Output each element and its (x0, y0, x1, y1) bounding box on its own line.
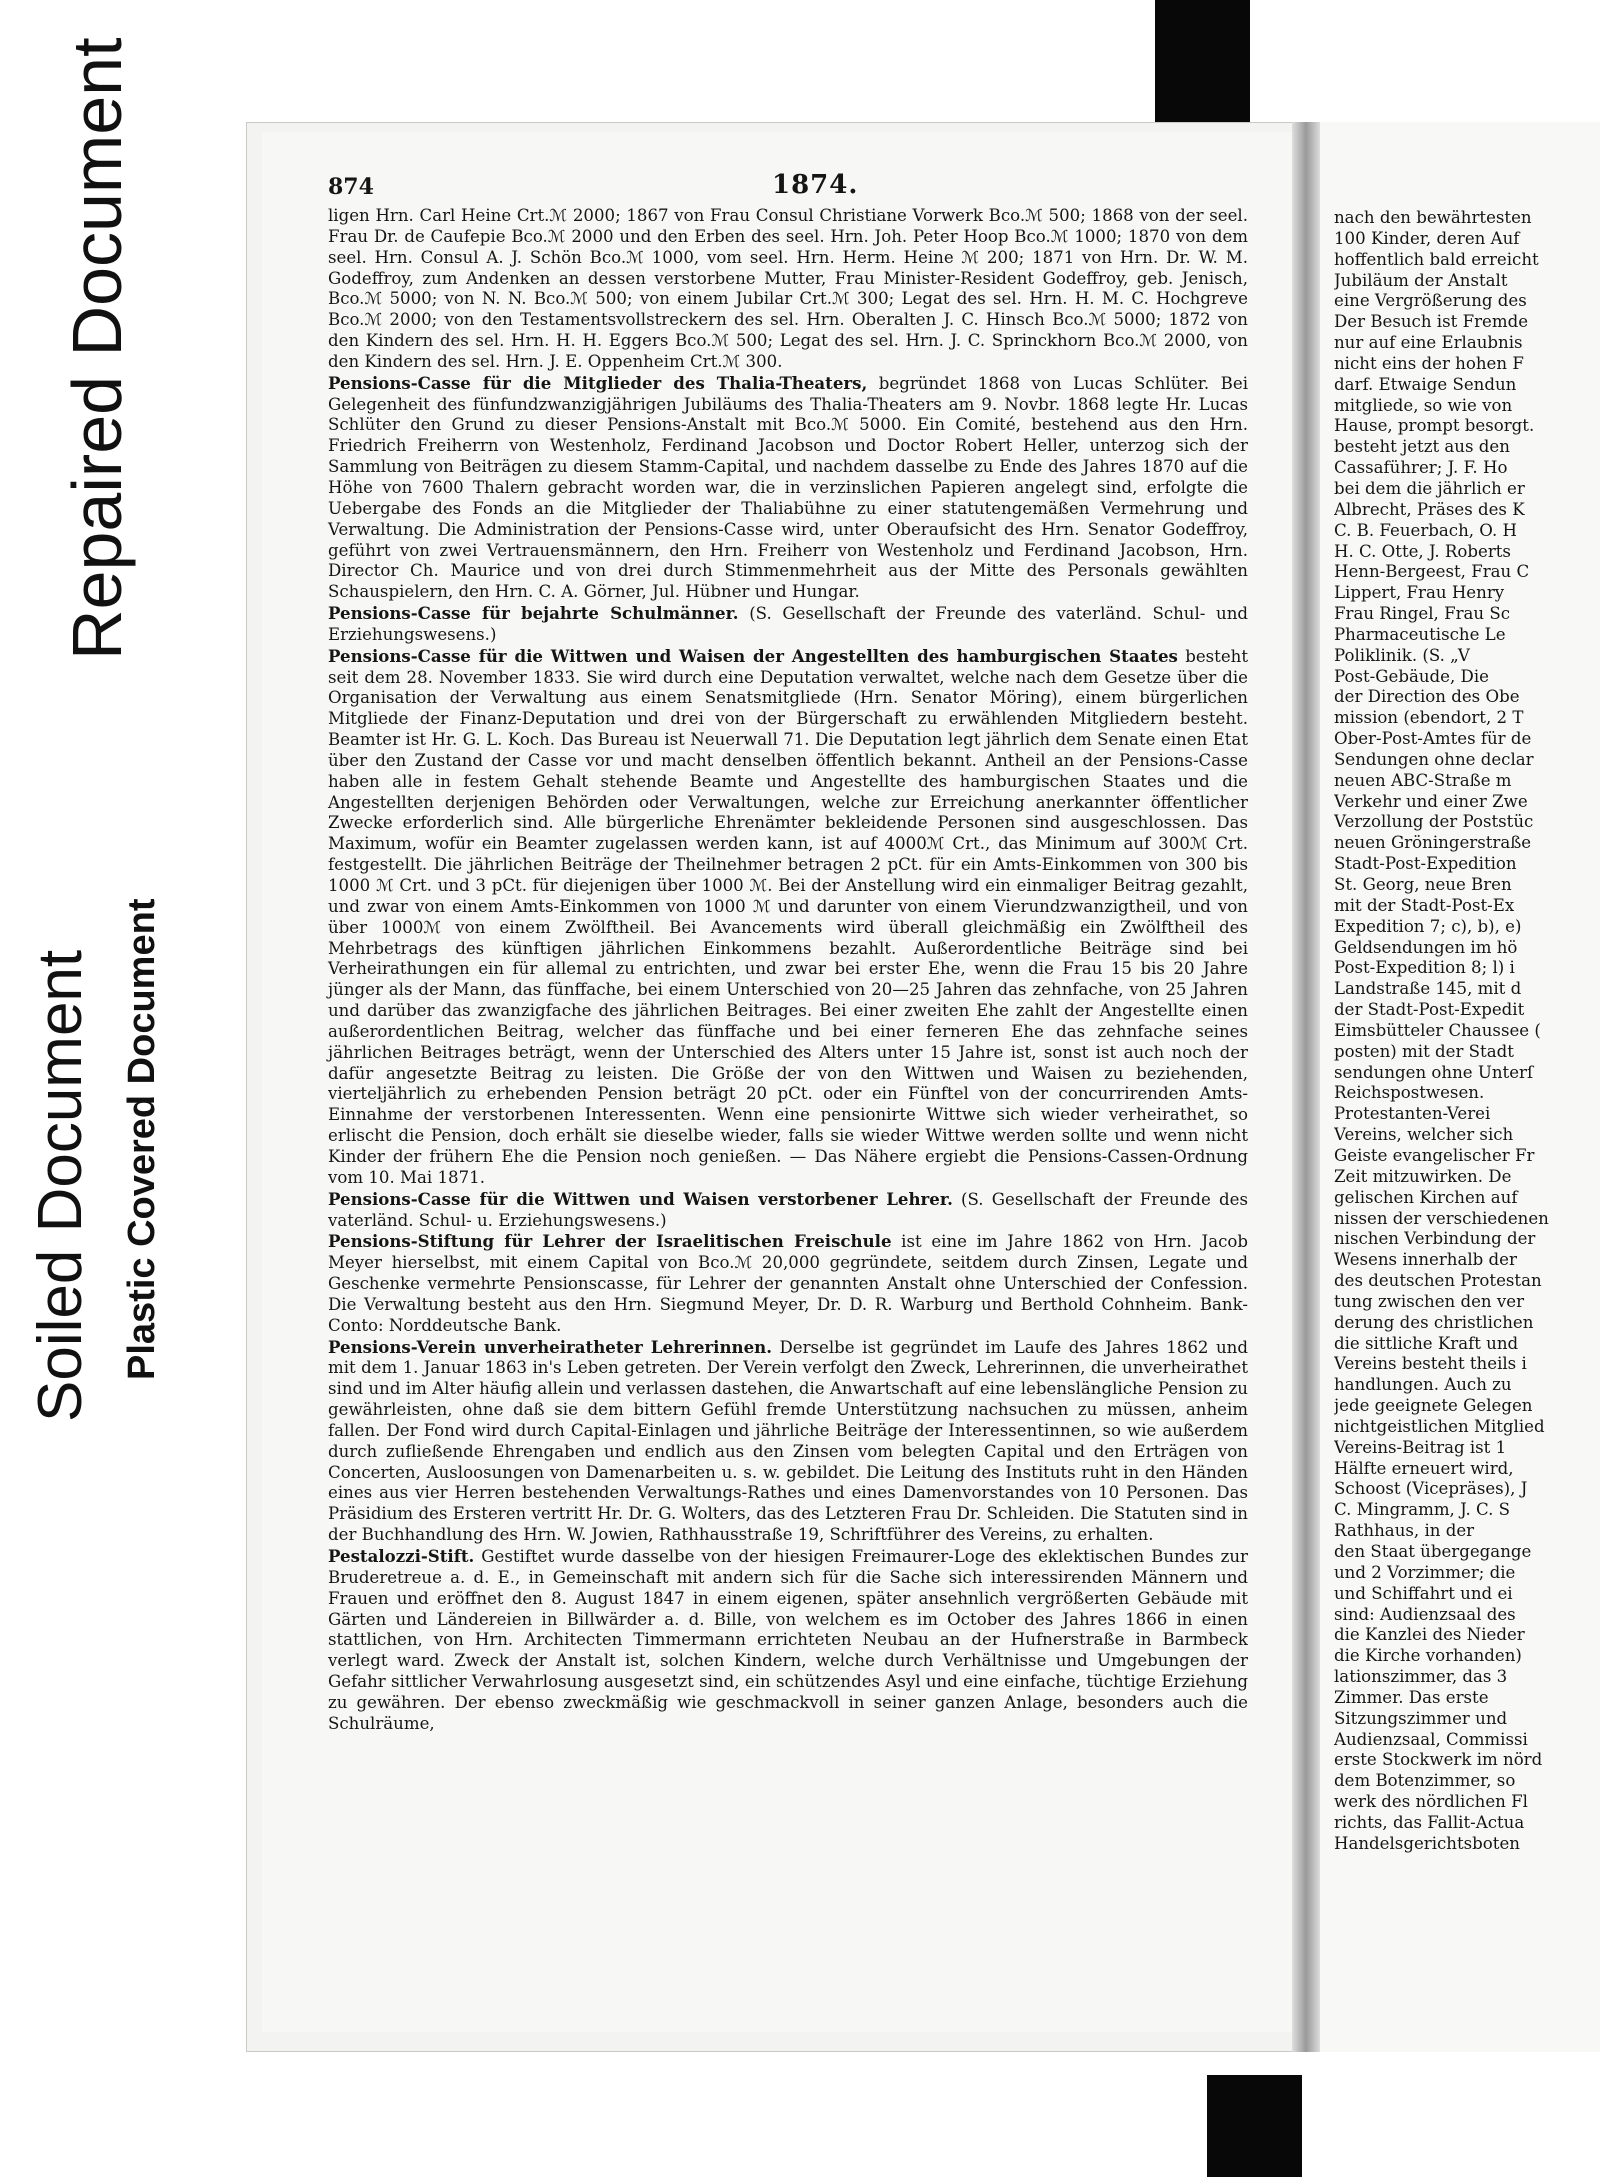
entry-body: ist eine im Jahre 1862 von Hrn. Jacob Meyer hierselbst, mit einem Capital von Bco.ℳ 20,000 gegründete, seitdem durch Zinsen, Legate und Geschenke vermehrte Pensionscasse, für Lehrer der genannten Anstalt ohne Unterschied der Confession. Die Verwaltung besteht aus den Hrn. Siegmund Meyer, Dr. D. R. Warburg und Berthold Cohnheim. Bank-Conto: Norddeutsche Bank. (328, 1232, 1249, 1335)
right-page-line: darf. Etwaige Sendun (1334, 374, 1517, 394)
right-page-line: Handelsgerichtsboten (1334, 1833, 1520, 1853)
right-page-line: richts, das Fallit-Actua (1334, 1812, 1525, 1832)
plastic-covered-label: Plastic Covered Document (121, 898, 163, 1380)
entry-heading: Pensions-Verein unverheiratheter Lehrerinnen. (328, 1336, 772, 1357)
entry-paragraph (328, 1231, 1248, 1336)
right-page-line: nur auf eine Erlaubnis (1334, 333, 1523, 353)
right-page-line: Geiste evangelischer Fr (1334, 1145, 1535, 1165)
right-page-line: des deutschen Protestan (1334, 1271, 1542, 1291)
right-page-line: Protestanten-Verei (1334, 1104, 1491, 1124)
right-page-line: der Stadt-Post-Expedit (1334, 1000, 1525, 1020)
right-page-line: 100 Kinder, deren Auf (1334, 228, 1520, 248)
right-page-line: Reichspostwesen. (1334, 1083, 1485, 1103)
page-header-year: 1874. (772, 170, 859, 200)
right-page-line: besteht jetzt aus den (1334, 437, 1510, 457)
right-page-line: Vereins, welcher sich (1334, 1125, 1514, 1145)
right-page-line: die Kirche vorhanden) (1334, 1646, 1522, 1666)
entry-body: begründet 1868 von Lucas Schlüter. Bei Gelegenheit des fünfundzwanzigjährigen Jubiläums des Thalia-Theaters am 9. Novbr. 1868 legte Hr. Lucas Schlüter den Grund zu dieser Pensions-Anstalt mit Bco.ℳ 5000. Ein Comité, bestehend aus den Hrn. Friedrich Freiherrn von Westenholz, Ferdinand Jacobson und Doctor Robert Heller, unterzog sich der Sammlung von Beiträgen zu diesem Stamm-Capital, und nachdem dasselbe zu Ende des Jahres 1870 auf die Höhe von 7600 Thalern gebracht worden war, die in verzinslichen Papieren angelegt sind, erfolgte die Uebergabe des Fonds an die Mitglieder der Thaliabühne zu einer statutengemäßen Vermehrung und Verwaltung. Die Administration der Pensions-Casse wird, unter Oberaufsicht des Hrn. Senator Godeffroy, geführt von zwei Vertrauensmännern, den Hrn. Freiherr von Westenholz und Ferdinand Jacobson, Hrn. Director Ch. Maurice und von drei durch Stimmenmehrheit aus der Mitte des Personals gewählten Schauspielern, den Hrn. C. A. Görner, Jul. Hübner und Hungar. (328, 373, 1249, 602)
bottom-black-tab (1207, 2075, 1302, 2177)
right-page-line: die sittliche Kraft und (1334, 1333, 1519, 1353)
right-page-line: nissen der verschiedenen (1334, 1208, 1549, 1228)
right-page-line: derung des christlichen (1334, 1312, 1534, 1332)
right-page-line: nach den bewährtesten (1334, 208, 1532, 227)
entry-paragraph (328, 206, 1248, 373)
entry-body: (S. Gesellschaft der Freunde des vaterländ. Schul- u. Erziehungswesens.) (328, 1189, 1248, 1230)
right-page-text (1334, 208, 1600, 1855)
right-page-line: gelischen Kirchen auf (1334, 1187, 1518, 1207)
right-page-line: Post-Gebäude, Die (1334, 666, 1489, 686)
right-page-line: neuen Gröningerstraße (1334, 833, 1532, 853)
entry-paragraph (328, 646, 1248, 1189)
entry-body: Gestiftet wurde dasselbe von der hiesigen Freimaurer-Loge des eklektischen Bundes zur Bruderetreue a. d. E., in Gemeinschaft mit andern sich für die Sache sich interessirenden Männern und Frauen und eröffnet den 8. August 1847 in einem eigenen, später ansehnlich vergrößerten Gebäude mit Gärten und Ländereien in Billwärder a. d. Bille, von welchem es im October des Jahres 1866 in einen stattlichen, von Hrn. Architecten Timmermann errichteten Neubau an der Hufnerstraße in Barmbeck verlegt ward. Zweck der Anstalt ist, solchen Kindern, welche durch Verhältnisse und Umgebungen der Gefahr sittlicher Verwahrlosung ausgesetzt sind, ein schützendes Asyl und eine einfache, tüchtige Erziehung zu gewähren. Der ebenso zweckmäßig wie geschmackvoll in seiner ganzen Anlage, besonders auch die Schulräume, (328, 1547, 1248, 1733)
right-page-line: H. C. Otte, J. Roberts (1334, 541, 1511, 561)
left-page (262, 132, 1302, 2032)
right-page-line: St. Georg, neue Bren (1334, 875, 1512, 894)
right-page-line: C. Mingramm, J. C. S (1334, 1500, 1511, 1520)
page-number: 874 (328, 174, 374, 200)
right-page-line: Poliklinik. (S. „V (1334, 645, 1470, 665)
right-page-line: der Direction des Obe (1334, 687, 1520, 707)
right-page-line: Verzollung der Poststüc (1334, 812, 1534, 832)
right-page-line: Vereins-Beitrag ist 1 (1334, 1437, 1507, 1457)
repaired-document-label: Repaired Document (58, 37, 136, 660)
right-page-line: Post-Expedition 8; l) i (1334, 958, 1515, 978)
right-page-line: Sitzungszimmer und (1334, 1708, 1508, 1728)
right-page-line: neuen ABC-Straße m (1334, 770, 1512, 790)
right-page-line: Jubiläum der Anstalt (1334, 270, 1508, 290)
right-page-line: den Staat übergegange (1334, 1542, 1532, 1561)
right-page-line: und Schiffahrt und ei (1334, 1583, 1513, 1603)
right-page-line: handlungen. Auch zu (1334, 1375, 1512, 1395)
right-page-line: Stadt-Post-Expedition (1334, 854, 1517, 874)
entry-heading: Pensions-Casse für die Mitglieder des Thalia-Theaters, (328, 372, 868, 393)
entry-paragraph (328, 603, 1248, 646)
entry-body: besteht seit dem 28. November 1833. Sie wird durch eine Deputation verwaltet, welche nach dem Gesetze über die Organisation der Verwaltung aus einem Senatsmitgliede (Hrn. Senator Möring), einem bürgerlichen Mitgliede der Finanz-Deputation und drei von der Bürgerschaft zu erwählenden Mitgliedern besteht. Beamter ist Hr. G. L. Koch. Das Bureau ist Neuerwall 71. Die Deputation legt jährlich dem Senate einen Etat über den Zustand der Casse vor und macht denselben öffentlich bekannt. Antheil an der Pensions-Casse haben alle in festem Gehalt stehende Beamte und Angestellte des hamburgischen Staates und die Angestellten derjenigen Behörden oder Verwaltungen, welche zur Erreichung anerkannter öffentlicher Zwecke erforderlich sind. Alle bürgerliche Ehrenämter bekleidende Personen sind ausgeschlossen. Das Maximum, wofür ein Beamter zugelassen werden kann, ist auf 4000ℳ Crt., das Minimum auf 300ℳ Crt. festgestellt. Die jährlichen Beiträge der Theilnehmer betragen 2 pCt. für ein Amts-Einkommen von 300 bis 1000 ℳ Crt. und 3 pCt. für diejenigen über 1000 ℳ. Bei der Anstellung wird ein einmaliger Beitrag gezahlt, und zwar von einem Amts-Einkommen von 1000 ℳ und darunter von einem Vierundzwanzigtheil, und von über 1000ℳ von einem Zwölftheil. Bei Avancements wird überall gleichmäßig ein Zwölftheil des Mehrbetrags des künftigen jährlichen Einkommens bezahlt. Außerordentliche Beiträge sind bei Verheirathungen ein für allemal zu entrichten, und zwar bei erster Ehe, wenn die Frau 15 bis 20 Jahre jünger als der Mann, das fünffache, bei einem Unterschied von 20—25 Jahren das zehnfache, von 25 Jahren und darüber das zwanzigfache des jährlichen Beitrages. Bei einer zweiten Ehe zahlt der Angestellte einen außerordentlichen Beitrag, welcher das fünffache und bei einer ferneren Ehe das zehnfache seines jährlichen Beitrages beträgt, wenn der Unterschied des Alters unter 15 Jahre ist, sonst ist auch noch der dafür angesetzte Beitrag zu leisten. Die Größe der von den Wittwen und Waisen zu beziehenden, vierteljährlich zu erhebenden Pension beträgt 20 pCt. oder ein Fünftel von der concurrirenden Amts-Einnahme der verstorbenen Interessenten. Wenn eine pensionirte Wittwe sich wieder verheirathet, so erlischt die Pension, doch erhält sie dieselbe wieder, falls sie wieder Wittwe werden sollte und wenn nicht Kinder der frühern Ehe die Pension noch genießen. — Das Nähere ergiebt die Pensions-Cassen-Ordnung vom 10. Mai 1871. (328, 646, 1249, 1187)
right-page-line: Eimsbütteler Chaussee ( (1334, 1020, 1541, 1040)
entry-body: ligen Hrn. Carl Heine Crt.ℳ 2000; 1867 von Frau Consul Christiane Vorwerk Bco.ℳ 500; 1868 von der seel. Frau Dr. de Caufepie Bco.ℳ 2000 und den Erben des seel. Hrn. Joh. Peter Hoop Bco.ℳ 1000; 1870 von dem seel. Hrn. Consul A. J. Schön Bco.ℳ 1000, vom seel. Hrn. Herm. Heine ℳ 200; 1871 von Hrn. Dr. W. M. Godeffroy, zum Andenken an dessen verstorbene Mutter, Frau Minister-Resident Godeffroy, geb. Jenisch, Bco.ℳ 5000; von N. N. Bco.ℳ 500; von einem Jubilar Crt.ℳ 300; Legat des sel. Hrn. H. M. C. Hochgreve Bco.ℳ 2000; von den Testamentsvollstreckern des sel. Hrn. Oberalten J. C. Hinsch Bco.ℳ 5000; 1872 von den Kindern des sel. Hrn. H. H. Eggers Bco.ℳ 500; Legat des sel. Hrn. J. C. Sprinckhorn Bco.ℳ 2000, von den Kindern des sel. Hrn. J. E. Oppenheim Crt.ℳ 300. (328, 206, 1248, 371)
right-page-line: Rathhaus, in der (1334, 1521, 1475, 1541)
right-page-line: nichtgeistlichen Mitglied (1334, 1416, 1545, 1436)
right-page-line: Sendungen ohne declar (1334, 749, 1534, 769)
right-page-line: Cassaführer; J. F. Ho (1334, 458, 1508, 478)
top-black-tab (1155, 0, 1250, 122)
entry-heading: Pensions-Casse für die Wittwen und Waisen der Angestellten des hamburgischen Staates (328, 645, 1178, 666)
entry-heading: Pensions-Casse für bejahrte Schulmänner. (328, 603, 739, 624)
right-page-line: Landstraße 145, mit d (1334, 979, 1522, 999)
right-page-line: Expedition 7; c), b), e) (1334, 916, 1522, 936)
right-page-line: hoffentlich bald erreicht (1334, 249, 1539, 269)
right-page-line: Pharmaceutische Le (1334, 624, 1506, 644)
entry-body: Derselbe ist gegründet im Laufe des Jahres 1862 und mit dem 1. Januar 1863 in's Leben getreten. Der Verein verfolgt den Zweck, Lehrerinnen, die unverheirathet sind und im Alter häufig allein und verlassen dastehen, die Anwartschaft auf eine lebenslängliche Pension zu gewährleisten, ohne daß sie dem bittern Gefühl fremde Unterstützung nachsuchen zu müssen, anheim fallen. Der Fond wird durch Capital-Einlagen und jährliche Beiträge der Interessentinnen, so wie außerdem durch zufließende Ehrengaben und endlich aus den Zinsen vom belegten Capital und den Erträgen von Concerten, Ausloosungen von Damenarbeiten u. s. w. gebildet. Die Leitung des Instituts ruht in den Händen eines aus vier Herren bestehenden Verwaltungs-Rathes und eines Damenvorstandes von 10 Personen. Das Präsidium des Ersteren vertritt Hr. Dr. G. Wolters, das des Letzteren Frau Dr. Schleiden. Die Statuten sind in der Buchhandlung des Hrn. W. Jowien, Rathhausstraße 19, Schriftführer des Vereins, zu erhalten. (328, 1337, 1248, 1545)
right-page-line: Zimmer. Das erste (1334, 1687, 1489, 1707)
right-page-line: nicht eins der hohen F (1334, 353, 1524, 373)
right-page-line: Lippert, Frau Henry (1334, 583, 1505, 603)
left-page-text (328, 206, 1248, 1735)
right-page-line: Der Besuch ist Fremde (1334, 312, 1529, 332)
right-page-line: bei dem die jährlich er (1334, 478, 1525, 498)
right-page-line: Schoost (Vicepräses), J (1334, 1479, 1528, 1499)
right-page-line: Hause, prompt besorgt. (1334, 416, 1535, 436)
entry-paragraph (328, 373, 1248, 603)
right-page-line: lationszimmer, das 3 (1334, 1667, 1508, 1687)
right-page-line: Albrecht, Präses des K (1334, 499, 1525, 519)
right-page-line: mit der Stadt-Post-Ex (1334, 895, 1515, 915)
right-page-line: Geldsendungen im hö (1334, 937, 1518, 957)
entry-body: (S. Gesellschaft der Freunde des vaterländ. Schul- und Erziehungswesens.) (328, 604, 1248, 644)
right-page-line: erste Stockwerk im nörd (1334, 1750, 1543, 1770)
right-page-line: C. B. Feuerbach, O. H (1334, 520, 1517, 540)
right-page-line: mitgliede, so wie von (1334, 395, 1513, 415)
scanned-book-spread (246, 122, 1600, 2052)
entry-paragraph (328, 1546, 1248, 1735)
right-page-line: eine Vergrößerung des (1334, 291, 1527, 311)
right-page (1320, 122, 1600, 2052)
right-page-line: und 2 Vorzimmer; die (1334, 1562, 1516, 1582)
right-page-line: tung zwischen den ver (1334, 1291, 1525, 1311)
right-page-line: die Kanzlei des Nieder (1334, 1625, 1525, 1645)
entry-heading: Pestalozzi-Stift. (328, 1546, 475, 1566)
right-page-line: Audienzsaal, Commissi (1334, 1729, 1528, 1749)
right-page-line: Ober-Post-Amtes für de (1334, 729, 1532, 749)
right-page-line: Frau Ringel, Frau Sc (1334, 604, 1511, 624)
right-page-line: nischen Verbindung der (1334, 1229, 1536, 1249)
right-page-line: sind: Audienzsaal des (1334, 1604, 1516, 1624)
right-page-line: Henn-Bergeest, Frau C (1334, 562, 1530, 582)
right-page-line: Verkehr und einer Zwe (1334, 791, 1528, 811)
right-page-line: Zeit mitzuwirken. De (1334, 1166, 1512, 1186)
right-page-line: Hälfte erneuert wird, (1334, 1458, 1514, 1478)
entry-heading: Pensions-Casse für die Wittwen und Waisen verstorbener Lehrer. (328, 1188, 953, 1209)
entry-heading: Pensions-Stiftung für Lehrer der Israelitischen Freischule (328, 1231, 892, 1252)
right-page-line: Wesens innerhalb der (1334, 1250, 1517, 1270)
right-page-line: mission (ebendort, 2 T (1334, 708, 1524, 728)
right-page-line: Vereins besteht theils i (1334, 1354, 1527, 1374)
entry-paragraph (328, 1189, 1248, 1232)
right-page-line: jede geeignete Gelegen (1334, 1396, 1533, 1416)
entry-paragraph (328, 1337, 1248, 1546)
right-page-line: werk des nördlichen Fl (1334, 1792, 1528, 1812)
right-page-line: posten) mit der Stadt (1334, 1041, 1514, 1061)
right-page-line: dem Botenzimmer, so (1334, 1771, 1516, 1791)
book-gutter (1292, 122, 1320, 2052)
soiled-document-label: Soiled Document (26, 949, 95, 1422)
right-page-line: sendungen ohne Unterſ (1334, 1062, 1534, 1082)
